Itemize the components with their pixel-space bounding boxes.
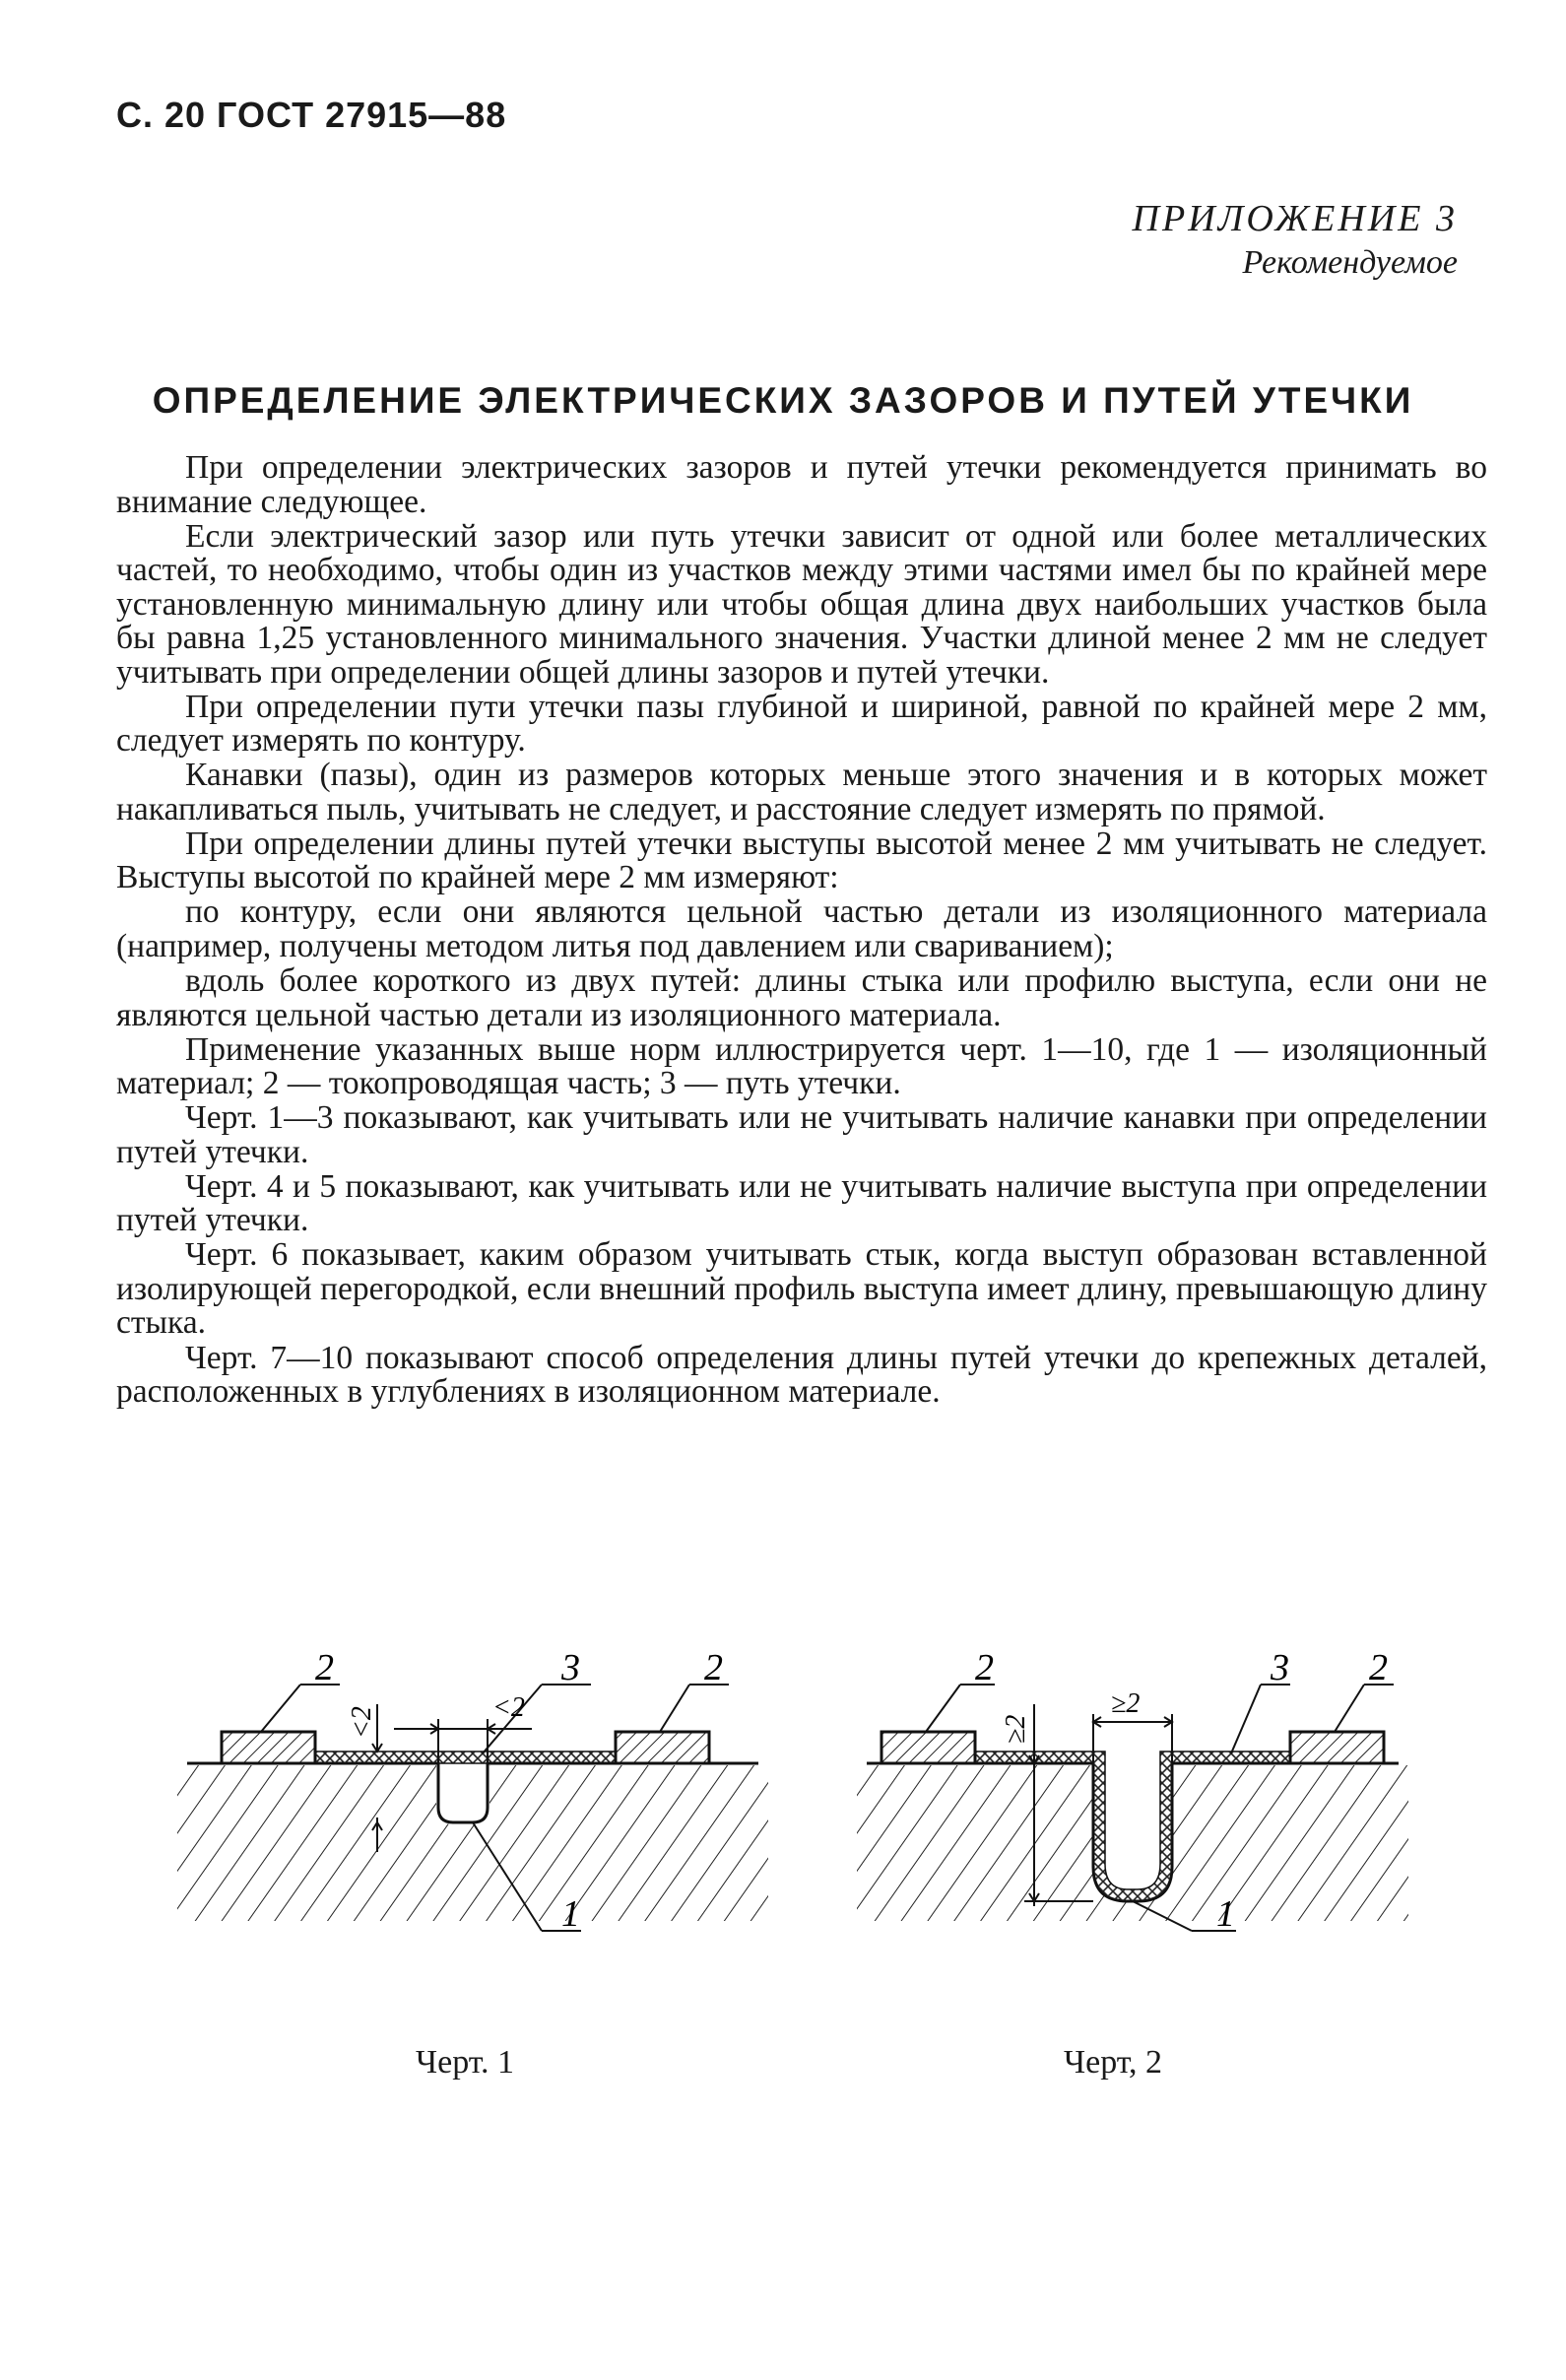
label-insulation1: 1 <box>1216 1893 1235 1935</box>
label-part2-left: 2 <box>315 1647 334 1688</box>
figure-2-diagram <box>857 1606 1408 1970</box>
creepage-path <box>315 1752 616 1763</box>
section-title: ОПРЕДЕЛЕНИЕ ЭЛЕКТРИЧЕСКИХ ЗАЗОРОВ И ПУТЕЙ УТЕЧКИ <box>152 380 1414 421</box>
appendix-block <box>1133 197 1458 282</box>
label-depth: ≥2 <box>1001 1714 1031 1744</box>
label-part2-right: 2 <box>1369 1647 1388 1688</box>
conductor-left <box>881 1732 975 1763</box>
conductor-left <box>222 1732 315 1763</box>
paragraph: Применение указанных выше норм иллюстрируется черт. 1—10, где 1 — изоляционный материал; 2 — токопроводящая часть; 3 — путь утечки. <box>116 1030 1487 1102</box>
figure-1-diagram <box>177 1606 768 1970</box>
label-width: <2 <box>492 1692 525 1723</box>
paragraph: Канавки (пазы), один из размеров которых меньше этого значения и в которых может накапливаться пыль, учитывать не следует, и расстояние следует измерять по прямой. <box>116 757 1487 827</box>
paragraph: При определении длины путей утечки выступы высотой менее 2 мм учитывать не следует. Выступы высотой по крайней мере 2 мм измеряют: <box>116 825 1487 896</box>
appendix-label: ПРИЛОЖЕНИЕ 3 <box>1132 198 1458 239</box>
paragraph: При определении электрических зазоров и путей утечки рекомендуется принимать во внимание следующее. <box>116 449 1487 520</box>
label-insulation1: 1 <box>561 1893 580 1935</box>
page-header: С. 20 ГОСТ 27915—88 <box>116 95 507 135</box>
label-part2-right: 2 <box>704 1647 723 1688</box>
label-part2-left: 2 <box>975 1647 994 1688</box>
paragraph: Черт. 4 и 5 показывают, как учитывать или не учитывать наличие выступа при определении путей утечки. <box>116 1167 1487 1239</box>
label-depth: <2 <box>347 1706 377 1739</box>
body-text <box>116 451 1487 1410</box>
paragraph: Черт. 7—10 показывают способ определения длины путей утечки до крепежных деталей, расположенных в углублениях в изоляционном материале. <box>116 1339 1487 1411</box>
figure-1-caption: Черт. 1 <box>416 2044 515 2081</box>
paragraph: по контуру, если они являются цельной частью детали из изоляционного материала (например, получены методом литья под давлением или свариванием); <box>116 893 1487 964</box>
label-path3: 3 <box>561 1647 580 1688</box>
conductor-right <box>1290 1732 1384 1763</box>
appendix-status: Рекомендуемое <box>1242 244 1458 281</box>
figure-2-caption: Черт, 2 <box>1064 2044 1163 2081</box>
conductor-right <box>616 1732 709 1763</box>
label-width: ≥2 <box>1111 1688 1141 1719</box>
paragraph: Если электрический зазор или путь утечки зависит от одной или более металлических частей, то необходимо, чтобы один из участков между этими частями имел бы по крайней мере установленную минимальную длину или чтобы общая длина двух наибольших участков была бы равна 1,25 установленного минимального значения. Участки длиной менее 2 мм не следует учитывать при определении общей длины зазоров и путей утечки. <box>116 517 1487 691</box>
paragraph: Черт. 1—3 показывают, как учитывать или не учитывать наличие канавки при определении путей утечки. <box>116 1099 1487 1170</box>
paragraph: Черт. 6 показывает, каким образом учитывать стык, когда выступ образован вставленной изолирующей перегородкой, если внешний профиль выступа имеет длину, превышающую длину стыка. <box>116 1236 1487 1342</box>
label-path3: 3 <box>1271 1647 1289 1688</box>
paragraph: При определении пути утечки пазы глубиной и шириной, равной по крайней мере 2 мм, следует измерять по контуру. <box>116 688 1487 760</box>
paragraph: вдоль более короткого из двух путей: длины стыка или профилю выступа, если они не являются цельной частью детали из изоляционного материала. <box>116 962 1487 1033</box>
insulation-body <box>177 1763 768 1921</box>
